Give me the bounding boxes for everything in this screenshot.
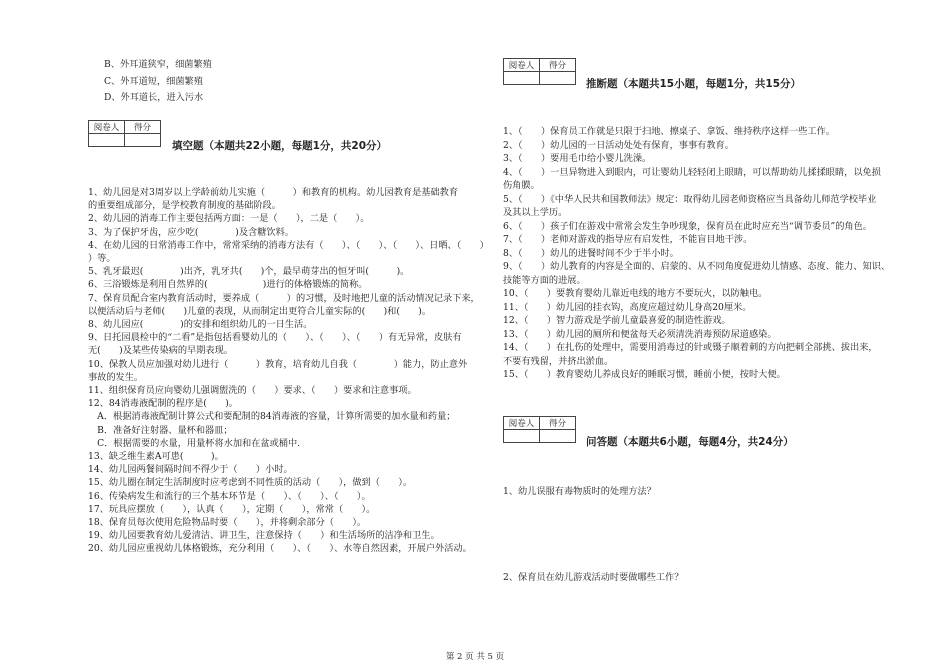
fill-line: 事故的发生。 xyxy=(88,371,144,383)
fill-score-table xyxy=(88,120,161,147)
judge-line: 1、（ ）保育员工作就是只限于扫地、擦桌子、拿饭、维持秩序这样一些工作。 xyxy=(503,126,835,137)
judge-line: 及其以上学历。 xyxy=(503,207,568,218)
judge-line: 4、（ ）一旦异物进入到眼内，可让婴幼儿轻轻闭上眼睛，可以帮助幼儿揉揉眼睛，以免损 xyxy=(503,166,881,178)
judge-score-table xyxy=(503,58,576,85)
judge-line: 技能等方面的进展。 xyxy=(503,274,586,286)
fill-section-title: 填空题（本题共22小题，每题1分，共20分） xyxy=(172,140,388,152)
judge-line: 3、（ ）要用毛巾给小婴儿洗澡。 xyxy=(503,153,652,164)
fill-line: 6、三浴锻炼是利用自然界的( )进行的体格锻炼的简称。 xyxy=(88,279,368,291)
score-cell[interactable] xyxy=(540,72,576,85)
fill-line: 5、乳牙最迟( )出齐，乳牙共( )个，最早萌芽出的恒牙叫( )。 xyxy=(88,266,410,278)
judge-line: 9、（ ）幼儿教育的内容是全面的、启蒙的、从不同角度促进幼儿情感、态度、能力、知识、 xyxy=(503,261,891,272)
judge-line: 伤角膜。 xyxy=(503,180,540,191)
reviewer-label: 阅卷人 xyxy=(504,417,540,430)
judge-line: 11、（ ）幼儿园的挂衣钩，高度应超过幼儿身高20厘米。 xyxy=(503,301,752,313)
fill-line: B．准备好注射器、量杯和器皿； xyxy=(88,424,233,436)
fill-line: 1、幼儿园是对3周岁以上学龄前幼儿实施（ ）和教育的机构。幼儿园教育是基础教育 xyxy=(88,187,459,198)
fill-line: 19、幼儿园要教育幼儿爱清洁、讲卫生，注意保持（ ）和生活场所的洁净和卫生。 xyxy=(88,530,440,542)
judge-line: 2、（ ）幼儿园的一日活动处处有保育，事事有教育。 xyxy=(503,139,734,151)
score-label: 得分 xyxy=(540,417,576,430)
fill-questions xyxy=(88,186,489,556)
judge-questions xyxy=(503,125,890,382)
fill-line: 16、传染病发生和流行的三个基本环节是（ ）、（ ）、（ ）。 xyxy=(88,490,371,502)
score-label: 得分 xyxy=(125,121,161,134)
judge-line: 15、（ ）教育婴幼儿养成良好的睡眠习惯，睡前小便，按时大便。 xyxy=(503,369,786,380)
judge-line: 5、（ ）《中华人民共和国教师法》规定：取得幼儿园老师资格应当具备幼儿师范学校毕业 xyxy=(503,193,877,205)
judge-line: 12、（ ）智力游戏是学前儿童最喜爱的制造性游戏。 xyxy=(503,315,731,326)
qa-section-title: 问答题（本题共6小题，每题4分，共24分） xyxy=(586,436,794,448)
qa-question-1: 1、幼儿误服有毒物质时的处理方法？ xyxy=(503,486,656,497)
option-d: D、外耳道长，进入污水 xyxy=(104,92,204,103)
score-label: 得分 xyxy=(540,59,576,72)
fill-line: 9、日托园晨检中的“二看”是指包括看婴幼儿的（ ）、（ ）、（ ）有无异常，皮肤有 xyxy=(88,332,462,344)
fill-line: 以便活动后与老师( )儿童的表现，从而制定出更符合儿童实际的( )和( )。 xyxy=(88,305,432,317)
reviewer-cell[interactable] xyxy=(504,72,540,85)
judge-line: 13、（ ）幼儿园的厕所和便盆每天必须清洗消毒预防尿道感染。 xyxy=(503,328,777,340)
fill-line: 2、幼儿园的消毒工作主要包括两方面：一是（ ），二是（ ）。 xyxy=(88,213,370,225)
reviewer-label: 阅卷人 xyxy=(504,59,540,72)
qa-score-table xyxy=(503,416,576,443)
judge-line: 10、（ ）要教育婴幼儿靠近电线的地方不要玩火，以防触电。 xyxy=(503,288,768,299)
judge-line: 7、（ ）老师对游戏的指导应有启发性，不能盲目地干涉。 xyxy=(503,234,753,245)
fill-line: 7、保育员配合室内教育活动时，要养成（ ）的习惯，及时地把儿童的活动情况记录下来， xyxy=(88,292,480,304)
page-footer: 第 2 页 共 5 页 xyxy=(445,652,505,662)
fill-line: 3、为了保护牙齿，应少吃( )及含糖饮料。 xyxy=(88,226,294,238)
fill-line: 10、保教人员应加强对幼儿进行（ ）教育，培育幼儿自我（ ）能力，防止意外 xyxy=(88,358,468,370)
top-options xyxy=(104,57,212,107)
fill-line: 12、84消毒液配制的程序是( )。 xyxy=(88,398,238,410)
judge-line: 14、（ ）在扎伤的处理中，需要用消毒过的针或镊子顺着刺的方向把刺全部挑、拔出来， xyxy=(503,342,878,353)
fill-line: 20、幼儿园应重视幼儿体格锻炼，充分利用（ ）、（ ）、水等自然因素，开展户外活动。 xyxy=(88,543,472,555)
fill-line: A．根据消毒液配制计算公式和要配制的84消毒液的容量，计算所需要的加水量和药量； xyxy=(88,411,456,423)
fill-line: 8、幼儿园应( )的安排和组织幼儿的一日生活。 xyxy=(88,319,313,331)
fill-line: 15、幼儿圈在制定生活制度时应考虑到不同性质的活动（ ），做到（ ）。 xyxy=(88,477,413,489)
judge-line: 不要有残留，并挤出淤血。 xyxy=(503,355,614,367)
reviewer-label: 阅卷人 xyxy=(89,121,125,134)
fill-line: 18、保育员每次使用危险物品时要（ ），并将剩余部分（ ）。 xyxy=(88,517,367,529)
judge-section-title: 推断题（本题共15小题，每题1分，共15分） xyxy=(586,78,802,90)
score-cell[interactable] xyxy=(540,430,576,443)
reviewer-cell[interactable] xyxy=(89,134,125,147)
fill-line: 11、组织保育员应向婴幼儿强调盥洗的（ ）要求、（ ）要求和注意事项。 xyxy=(88,385,417,397)
fill-line: 的重要组成部分，是学校教育制度的基础阶段。 xyxy=(88,200,281,212)
judge-line: 8、（ ）幼儿的进餐时间不少于半小时。 xyxy=(503,247,679,259)
fill-line: 14、幼儿园两餐间隔时间不得少于（ ）小时。 xyxy=(88,464,293,476)
option-b: B、外耳道狭窄，细菌繁殖 xyxy=(104,59,212,70)
fill-line: 4、在幼儿园的日常消毒工作中，常常采纳的消毒方法有（ ）、（ ）、（ ）、日晒、（ ） xyxy=(88,239,489,251)
option-c: C、外耳道短，细菌繁殖 xyxy=(104,75,203,87)
fill-line: ）等。 xyxy=(88,253,116,265)
fill-line: 17、玩具应摆放（ ），认真（ ），定期（ ），常常（ ）。 xyxy=(88,503,376,515)
score-cell[interactable] xyxy=(125,134,161,147)
qa-question-2: 2、保育员在幼儿游戏活动时要做哪些工作？ xyxy=(503,572,684,583)
fill-line: 无( )及某些传染病的早期表现。 xyxy=(88,345,233,357)
reviewer-cell[interactable] xyxy=(504,430,540,443)
fill-line: C．根据需要的水量，用量杯将水加和在盆或桶中. xyxy=(88,437,301,449)
judge-line: 6、（ ）孩子们在游戏中常常会发生争吵现象，保育员在此时应充当“调节委员”的角色。 xyxy=(503,220,872,232)
fill-line: 13、缺乏维生素A可患( )。 xyxy=(88,451,224,463)
